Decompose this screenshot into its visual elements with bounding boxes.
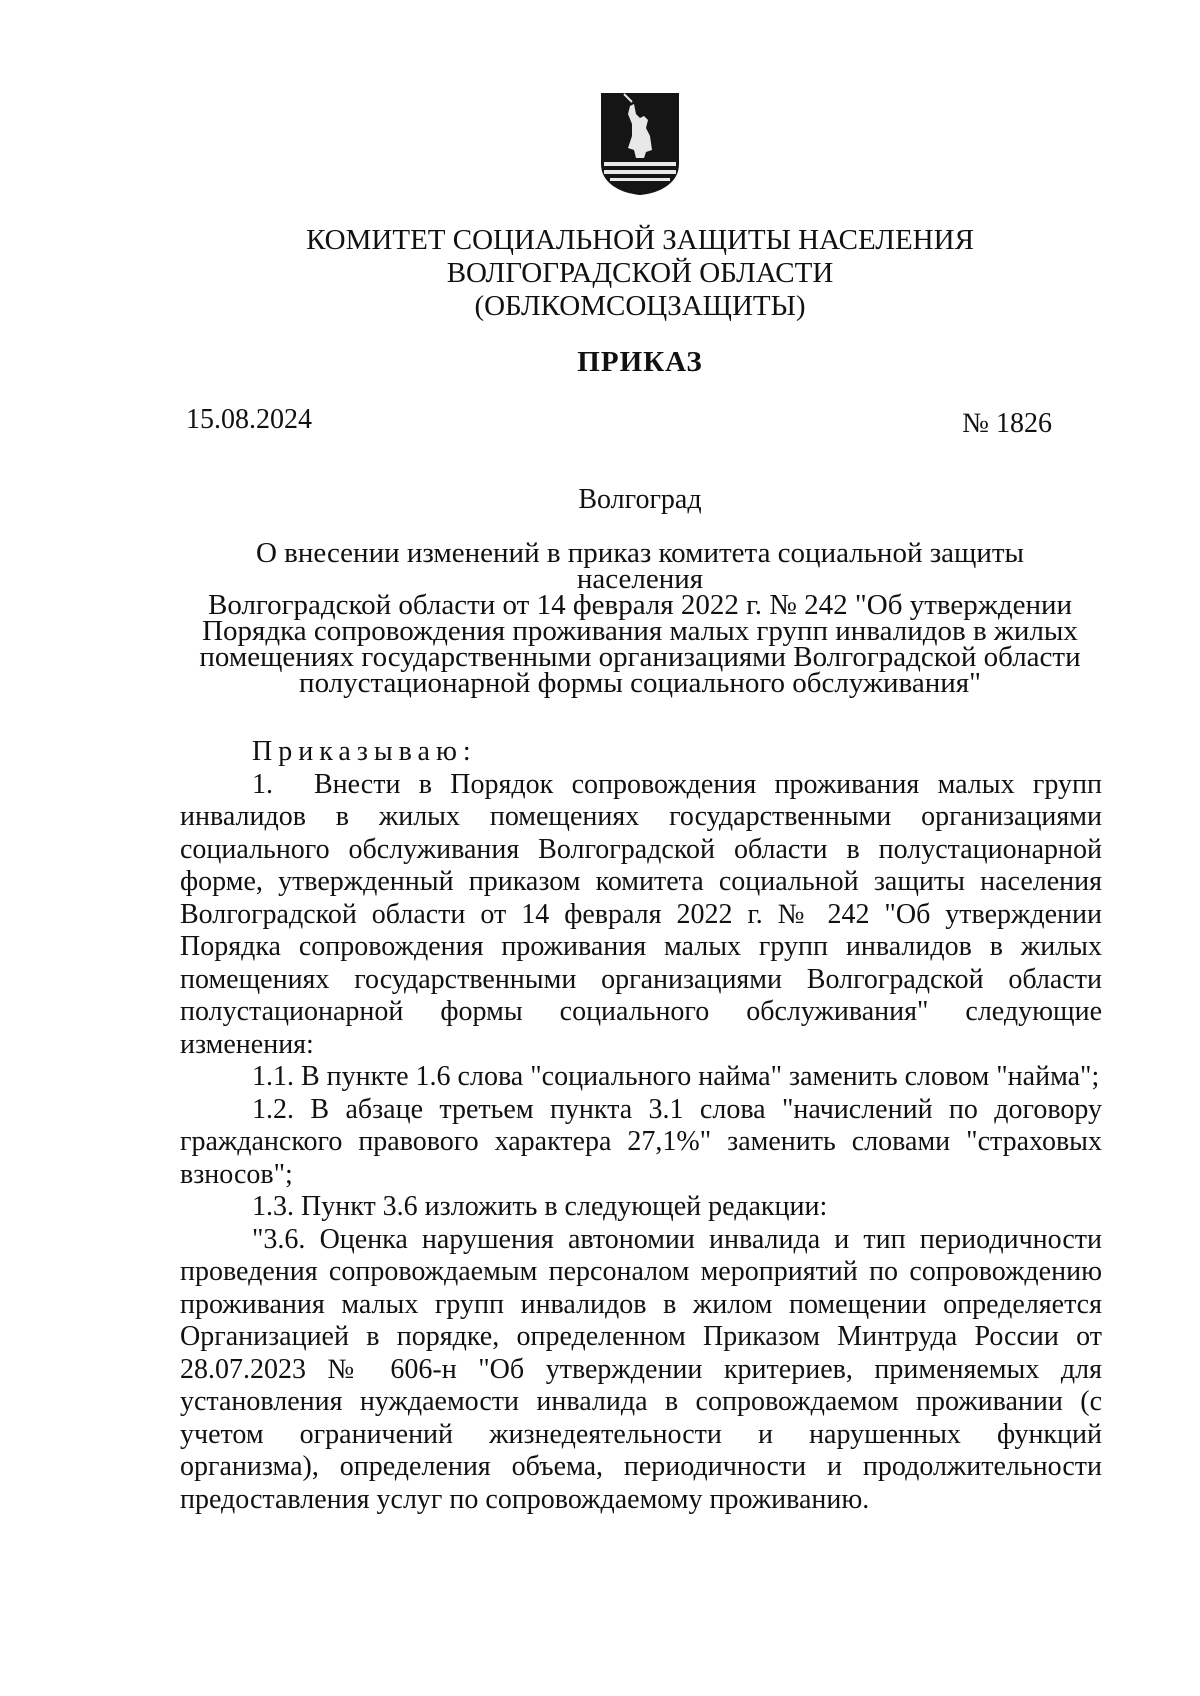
paragraph-1-text: Внести в Порядок сопровождения проживания малых групп инвалидов в жилых помещениях государственными организациями социального обслуживания Волгоградской области в полустационарной форме, утвержденный приказом комитета социальной защиты населения Волгоградской области от 14 февраля 2022 г. № 242 "Об утверждении Порядка сопровождения проживания малых групп инвалидов в жилых помещениях государственными организациями Волгоградской области полустационарной формы социального обслуживания" следующие изменения: (180, 768, 1102, 1060)
subject-line-4: помещениях государственными организациями Волгоградской области (199, 641, 1081, 673)
org-line-3: (ОБЛКОМСОЦЗАЩИТЫ) (474, 290, 806, 322)
order-date: 15.08.2024 (186, 404, 312, 435)
subject-line-2: Волгоградской области от 14 февраля 2022 г. № 242 "Об утверждении (207, 589, 1073, 621)
paragraph-1-1: 1.1. В пункте 1.6 слова "социального найма" заменить словом "найма"; (252, 1061, 1100, 1092)
subject-line-3: Порядка сопровождения проживания малых групп инвалидов в жилых (202, 615, 1078, 647)
organization-name (300, 224, 980, 323)
paragraph-1-number: 1. (252, 768, 273, 800)
subject-line-5: полустационарной формы социального обслуживания" (299, 667, 981, 699)
intro-word: Приказываю: (252, 736, 477, 767)
city-name: Волгоград (578, 484, 702, 515)
order-number: № 1826 (962, 408, 1052, 439)
order-subject (190, 537, 1090, 699)
org-line-2: ВОЛГОГРАДСКОЙ ОБЛАСТИ (446, 257, 834, 289)
subject-line-1: О внесении изменений в приказ комитета социальной защиты населения (255, 537, 1025, 595)
document-type-title: ПРИКАЗ (577, 346, 703, 378)
order-body (180, 736, 1102, 1516)
org-line-1: КОМИТЕТ СОЦИАЛЬНОЙ ЗАЩИТЫ НАСЕЛЕНИЯ (306, 224, 974, 256)
paragraph-1-3: 1.3. Пункт 3.6 изложить в следующей редакции: (252, 1191, 828, 1222)
coat-of-arms-icon (600, 92, 680, 196)
paragraph-1-2: 1.2. В абзаце третьем пункта 3.1 слова "начислений по договору гражданского правового характера 27,1%" заменить словами "страховых взносов"; (180, 1093, 1102, 1190)
paragraph-3-6: "3.6. Оценка нарушения автономии инвалида и тип периодичности проведения сопровождаемым персоналом мероприятий по сопровождению проживания малых групп инвалидов в жилом помещении определяется Организацией в порядке, определенном Приказом Минтруда России от 28.07.2023 № 606-н "Об утверждении критериев, применяемых для установления нуждаемости инвалида в сопровождаемом проживании (с учетом ограничений жизнедеятельности и нарушенных функций организма), определения объема, периодичности и продолжительности предоставления услуг по сопровождаемому проживанию. (180, 1223, 1102, 1515)
paragraph-1 (180, 769, 1102, 1062)
